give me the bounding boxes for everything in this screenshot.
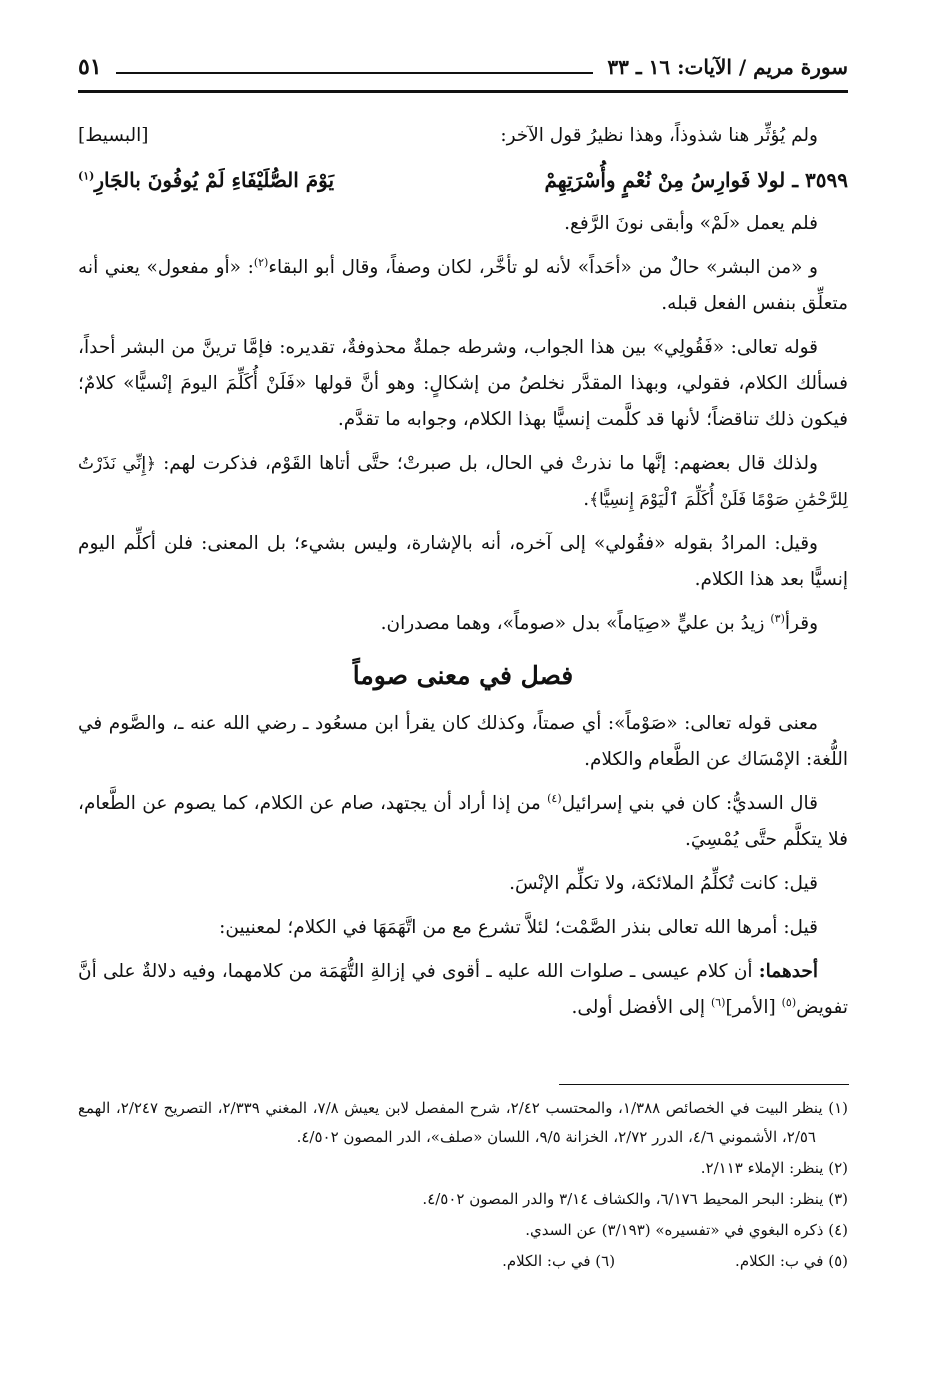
footnote-5: (٥) في ب: الكلام.	[735, 1252, 848, 1270]
paragraph-7-text-b: زيدُ بن عليٍّ «صِيَاماً» بدل «صوماً»، وهما مصدران.	[380, 613, 765, 634]
paragraph-12	[78, 954, 848, 1026]
footnote-ref-1[interactable]: (١)	[78, 169, 95, 183]
paragraph-3-text-b: : «أو مفعول» يعني أنه متعلِّق بنفس الفعل قبله.	[78, 257, 848, 314]
paragraph-5-text-a: ولذلك قال بعضهم: إنَّها ما نذرتْ في الحال، بل صبرتْ؛ حتَّى أتاها القَوْم، فذكرت لهم:	[163, 453, 818, 474]
footnote-ref-6[interactable]: (٦)	[710, 995, 726, 1009]
footnote-4: (٤) ذكره البغوي في «تفسيره» (٣/١٩٣) عن السدي.	[525, 1221, 848, 1239]
paragraph-5	[78, 446, 848, 518]
footnotes	[78, 1094, 848, 1278]
verse-hemistich-2: يَوْمَ الصُّلَيْفَاءِ لَمْ يُوفُونَ بالجَارِ	[94, 168, 335, 192]
paragraph-1-text: ولم يُؤثِّر هنا شذوذاً، وهذا نظيرُ قول الآخر:	[500, 125, 818, 146]
paragraph-12-lead: أحدهما:	[758, 961, 818, 982]
paragraph-8: معنى قوله تعالى: «صَوْماً»: أي صمتاً، وكذلك كان يقرأ ابن مسعُود ـ رضي الله عنه ـ، والصَّوم في اللُّغة: الإمْسَاك عن الطَّعام والكلام.	[78, 713, 848, 770]
paragraph-7	[78, 606, 848, 642]
section-heading: فصل في معنى صوماً	[352, 661, 574, 690]
paragraph-10: قيل: كانت تُكلِّمُ الملائكة، ولا تكلِّم الإنْسَ.	[509, 873, 818, 894]
page-number: ٥١	[78, 54, 102, 80]
footnote-ref-3[interactable]: (٣)	[770, 611, 785, 625]
paragraph-12-text-a: أن كلام عيسى ـ صلوات الله عليه ـ أقوى في إزالةِ التُّهَمَة من كلامهما، وفيه دلالةٌ على أنَّ تفويض	[78, 961, 848, 1018]
paragraph-9-text-b: من إذا أراد أن يجتهد، صام عن الكلام، كما يصوم عن الطَّعام، فلا يتكلَّم حتَّى يُمْسِيَ.	[78, 793, 848, 850]
verse-second-half	[78, 162, 334, 198]
paragraph-11: قيل: أمرها الله تعالى بنذر الصَّمْت؛ لئلاَّ تشرع مع من اتَّهَمَهَا في الكلام؛ لمعنيين:	[219, 917, 818, 938]
running-title: سورة مريم / الآيات: ١٦ ـ ٣٣	[607, 55, 848, 79]
header-line	[116, 72, 594, 74]
header-rule	[78, 90, 848, 93]
paragraph-3-text-a: و «من البشر» حالٌ من «أحَداً» لأنه لو تأخَّر، لكان وصفاً، وقال أبو البقاء	[268, 257, 818, 278]
paragraph-4: قوله تعالى: «فَقُولِي» بين هذا الجواب، وشرطه جملةٌ محذوفةٌ، تقديره: فإمَّا ترينَّ من البشر أحداً، فسألك الكلام، فقولي، وبهذا المقدَّر نخلصُ من إشكالٍ: وهو أنَّ قولها «فَلَنْ أُكَلِّمَ اليومَ إنْسيًّا» كلامٌ؛ فيكون ذلك تناقضاً؛ لأنها قد كلَّمت إنسيًّا بهذا الكلام، وجوابه ما تقدَّم.	[78, 337, 848, 430]
footnote-1: (١) ينظر البيت في الخصائص ١/٣٨٨، والمحتسب ٢/٤٢، شرح المفصل لابن يعيش ٧/٨، المغني ٢/٣٣٩، التصريح ٢/٢٤٧، الهمع ٢/٥٦، الأشموني ٤/٦، الدرر ٢/٧٢، الخزانة ٩/٥، اللسان «صلف»، الدر المصون ٤/٥٠٢.	[78, 1099, 848, 1146]
paragraph-9	[78, 786, 848, 858]
paragraph-7-text-a: وقرأ	[784, 613, 818, 634]
paragraph-6: وقيل: المرادُ بقوله «فقُولي» إلى آخره، أنه بالإشارة، وليس بشيء؛ بل المعنى: فلن أكلِّم اليوم إنسيًّا بعد هذا الكلام.	[78, 533, 848, 590]
verse-number: ٣٥٩٩ ـ	[792, 168, 848, 192]
footnote-row-5-6	[78, 1247, 848, 1278]
paragraph-9-text-a: قال السديُّ: كان في بني إسرائيل	[561, 793, 818, 814]
paragraph-5-text-b: .	[583, 489, 590, 510]
paragraph-1	[78, 118, 848, 154]
footnote-2: (٢) ينظر: الإملاء ٢/١١٣.	[700, 1159, 848, 1177]
poetry-verse	[78, 162, 848, 198]
page-header	[78, 44, 848, 90]
footnote-ref-4[interactable]: (٤)	[547, 791, 562, 805]
quran-quote: ﴿إِنِّي نَذَرْتُ لِلرَّحْمَٰنِ صَوْمًا فَلَنْ أُكَلِّمَ ٱلْيَوْمَ إِنسِيًّا﴾	[78, 454, 848, 510]
paragraph-2: فلم يعمل «لَمْ» وأبقى نونَ الرَّفع.	[564, 213, 818, 234]
footnote-separator	[559, 1084, 849, 1085]
poetic-meter: [البسيط]	[78, 125, 149, 146]
main-text	[78, 118, 848, 1034]
footnote-3: (٣) ينظر: البحر المحيط ٦/١٧٦، والكشاف ٣/١٤ والدر المصون ٤/٥٠٢.	[422, 1190, 848, 1208]
footnote-ref-5[interactable]: (٥)	[781, 995, 797, 1009]
paragraph-12-text-b: [الأمر]	[725, 997, 776, 1018]
verse-first-half	[544, 162, 848, 198]
paragraph-12-text-c: إلى الأفضل أولى.	[571, 997, 706, 1018]
verse-hemistich-1: لولا فَوارِسُ مِنْ نُعْمٍ وأُسْرَتِهِمْ	[544, 168, 786, 192]
footnote-6: (٦) في ب: الكلام.	[502, 1252, 616, 1270]
paragraph-3	[78, 250, 848, 322]
footnote-ref-2[interactable]: (٢)	[253, 255, 269, 269]
